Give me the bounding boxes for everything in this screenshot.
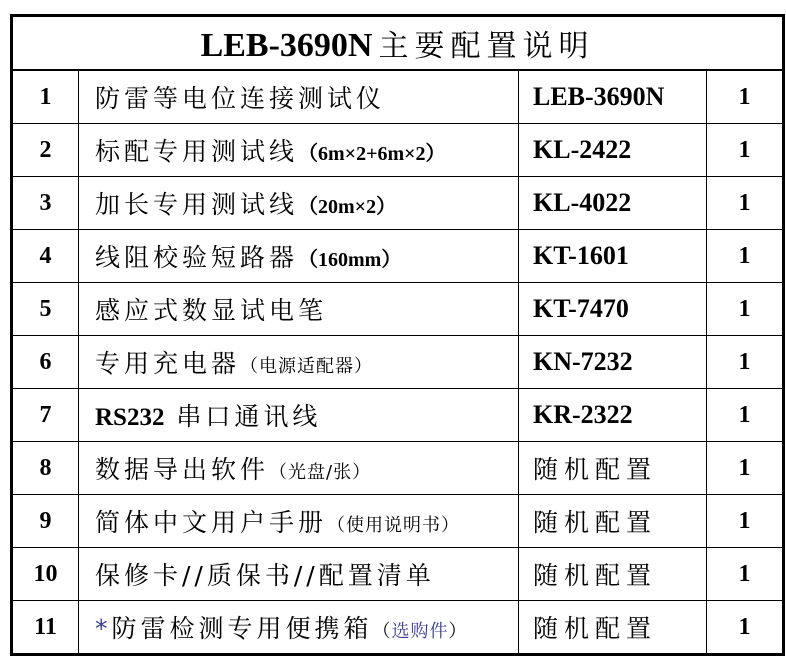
item-quantity: 1 [707,124,784,177]
item-name: 感应式数显试电笔 [95,296,328,325]
item-note [240,356,373,377]
item-name: 标配专用测试线 [95,137,299,166]
table-title-row [12,16,784,71]
item-number: 5 [12,283,79,336]
item-quantity: 1 [707,70,784,124]
item-note [327,515,460,536]
item-model: KR-2322 [519,389,707,442]
item-number: 11 [12,601,79,655]
item-note-text: （光盘/张） [269,462,372,483]
optional-marker: * [95,614,112,643]
item-note [298,197,396,218]
item-name: 保修卡//质保书//配置清单 [95,561,435,590]
item-name: 加长专用测试线 [95,190,299,219]
note-paren-open: （ [372,621,392,642]
item-quantity: 1 [707,177,784,230]
item-quantity: 1 [707,230,784,283]
table-row [12,336,784,389]
item-number: 10 [12,548,79,601]
item-model: KL-2422 [519,124,707,177]
item-note [373,621,468,642]
item-name-cell [79,601,519,655]
item-note-text: （6m×2+6m×2） [298,143,446,165]
optional-label: 选购件 [391,621,449,642]
item-name-cell [79,442,519,495]
item-note [269,462,371,483]
item-quantity: 1 [707,601,784,655]
item-model: 随机配置 [519,442,707,495]
item-name: 简体中文用户手册 [95,508,328,537]
item-name-cell [79,230,519,283]
item-model: KT-1601 [519,230,707,283]
table-row [12,283,784,336]
item-name-cell [79,548,519,601]
item-name-cell [79,389,519,442]
item-model: 随机配置 [519,601,707,655]
item-name: 串口通讯线 [176,402,322,431]
title-text: 主要配置说明 [378,29,595,64]
item-model: KL-4022 [519,177,707,230]
configuration-table [10,14,785,656]
item-name: 防雷检测专用便携箱 [111,614,373,643]
table-row [12,389,784,442]
table-row [12,601,784,655]
item-model: LEB-3690N [519,70,707,124]
item-name-cell [79,336,519,389]
table-row [12,230,784,283]
item-number: 6 [12,336,79,389]
item-name: 数据导出软件 [95,455,270,484]
item-name-en: RS232 [95,404,165,431]
item-quantity: 1 [707,336,784,389]
item-name: 线阻校验短路器 [95,243,299,272]
item-name-cell [79,177,519,230]
table-row [12,495,784,548]
item-note [298,250,401,271]
item-note-text: （使用说明书） [327,515,461,536]
item-quantity: 1 [707,283,784,336]
item-note-text: （160mm） [298,249,402,271]
item-model: 随机配置 [519,548,707,601]
item-name-cell [79,70,519,124]
table-title [12,16,784,71]
item-note [298,144,446,165]
item-quantity: 1 [707,389,784,442]
item-note-text: （电源适配器） [240,356,374,377]
table-row [12,442,784,495]
item-note-text: （20m×2） [298,196,397,218]
item-model: KT-7470 [519,283,707,336]
item-name-cell [79,283,519,336]
item-name: 防雷等电位连接测试仪 [95,84,386,113]
item-number: 7 [12,389,79,442]
item-model: 随机配置 [519,495,707,548]
item-number: 4 [12,230,79,283]
item-model: KN-7232 [519,336,707,389]
item-number: 8 [12,442,79,495]
item-name-cell [79,495,519,548]
table-row [12,70,784,124]
item-name-cell [79,124,519,177]
item-quantity: 1 [707,495,784,548]
table-row [12,177,784,230]
item-number: 9 [12,495,79,548]
note-paren-close: ） [448,621,468,642]
item-number: 2 [12,124,79,177]
item-quantity: 1 [707,442,784,495]
item-number: 1 [12,70,79,124]
table-row [12,548,784,601]
item-number: 3 [12,177,79,230]
title-model: LEB-3690N [200,27,373,64]
item-name: 专用充电器 [95,349,241,378]
item-quantity: 1 [707,548,784,601]
table-row [12,124,784,177]
